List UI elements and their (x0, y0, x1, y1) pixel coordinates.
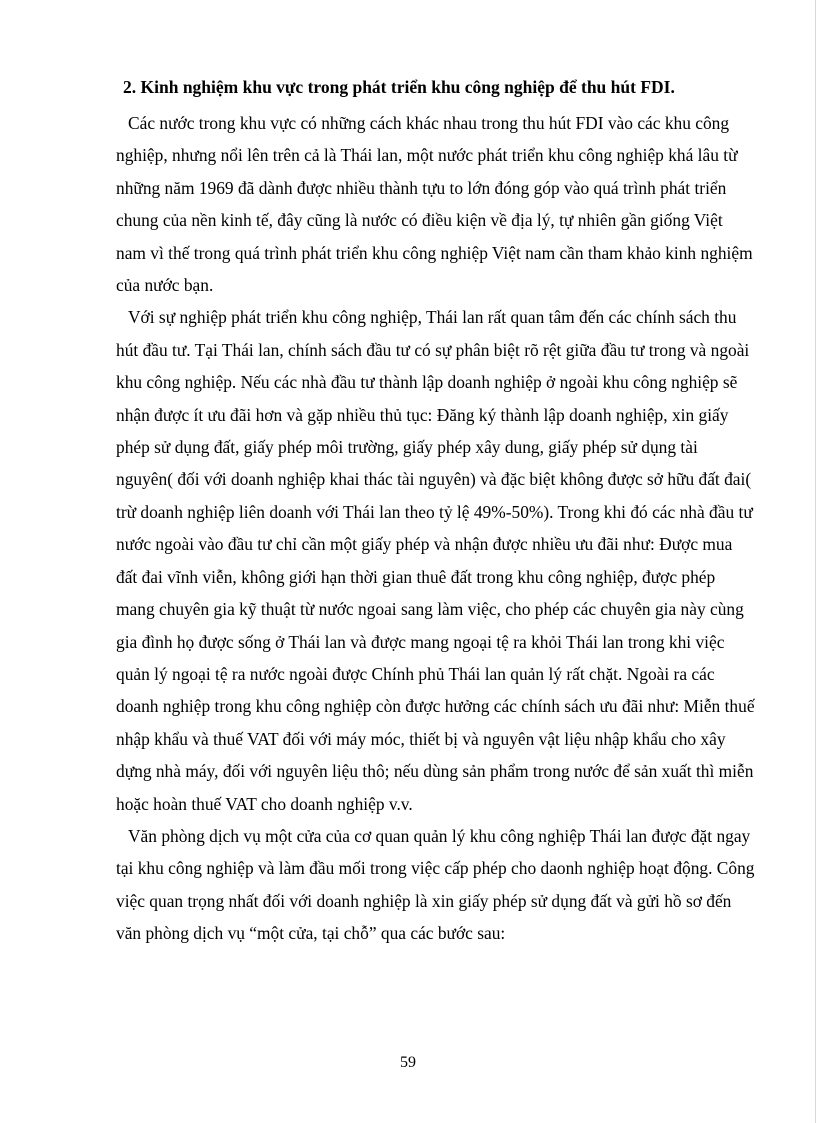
body-text (116, 107, 756, 950)
paragraph-3: Văn phòng dịch vụ một cửa của cơ quan quản lý khu công nghiệp Thái lan được đặt ngay tại khu công nghiệp và làm đầu mối trong việc cấp phép cho daonh nghiệp hoạt động. Công việc quan trọng nhất đối với doanh nghiệp là xin giấy phép sử dụng đất và gửi hồ sơ đến văn phòng dịch vụ “một cửa, tại chỗ” qua các bước sau: (116, 825, 755, 944)
section-heading: 2. Kinh nghiệm khu vực trong phát triển khu công nghiệp để thu hút FDI. (123, 77, 675, 97)
paragraph-2: Với sự nghiệp phát triển khu công nghiệp, Thái lan rất quan tâm đến các chính sách thu hút đầu tư. Tại Thái lan, chính sách đầu tư có sự phân biệt rõ rệt giữa đầu tư trong và ngoài khu công nghiệp. Nếu các nhà đầu tư thành lập doanh nghiệp ở ngoài khu công nghiệp sẽ nhận được ít ưu đãi hơn và gặp nhiều thủ tục: Đăng ký thành lập doanh nghiệp, xin giấy phép sử dụng đất, giấy phép môi trường, giấy phép xây dung, giấy phép sử dụng tài nguyên( đối với doanh nghiệp khai thác tài nguyên) và đặc biệt không được sở hữu đất đai( trừ doanh nghiệp liên doanh với Thái lan theo tỷ lệ 49%-50%). Trong khi đó các nhà đầu tư nước ngoài vào đầu tư chỉ cần một giấy phép và nhận được nhiều ưu đãi như: Được mua đất đai vĩnh viễn, không giới hạn thời gian thuê đất trong khu công nghiệp, được phép mang chuyên gia kỹ thuật từ nước ngoai sang làm việc, cho phép các chuyên gia này cùng gia đình họ được sống ở Thái lan và được mang ngoại tệ ra khỏi Thái lan trong khi việc quản lý ngoại tệ ra nước ngoài được Chính phủ Thái lan quản lý rất chặt. Ngoài ra các doanh nghiệp trong khu công nghiệp còn được hưởng các chính sách ưu đãi như: Miễn thuế nhập khẩu và thuế VAT đối với máy móc, thiết bị và nguyên vật liệu nhập khẩu cho xây dựng nhà máy, đối với nguyên liệu thô; nếu dùng sản phẩm trong nước để sản xuất thì miễn hoặc hoàn thuế VAT cho doanh nghiệp v.v. (116, 307, 755, 814)
page-number: 59 (400, 1054, 416, 1071)
paragraph-1: Các nước trong khu vực có những cách khác nhau trong thu hút FDI vào các khu công nghiệp, nhưng nổi lên trên cả là Thái lan, một nước phát triển khu công nghiệp khá lâu từ những năm 1969 đã dành được nhiều thành tựu to lớn đóng góp vào quá trình phát triển chung của nền kinh tế, đây cũng là nước có điều kiện về địa lý, tự nhiên gần giống Việt nam vì thế trong quá trình phát triển khu công nghiệp Việt nam cần tham khảo kinh nghiệm của nước bạn. (116, 113, 753, 296)
